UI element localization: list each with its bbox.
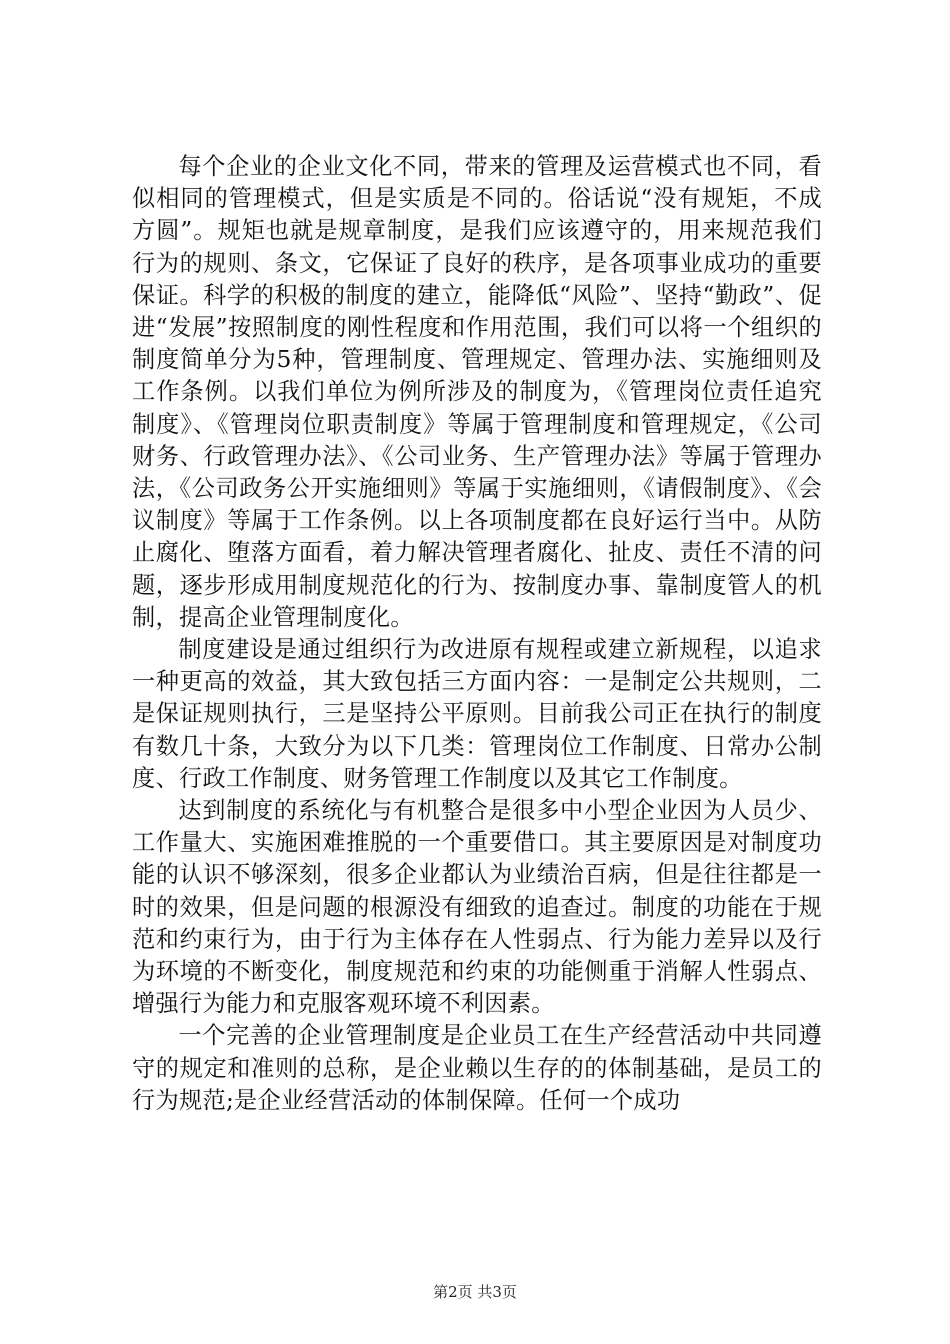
paragraph-4: 一个完善的企业管理制度是企业员工在生产经营活动中共同遵守的规定和准则的总称，是企业赖以生存的的体制基础，是员工的行为规范;是企业经营活动的体制保障。任何一个成功 — [132, 1022, 822, 1114]
paragraph-2: 制度建设是通过组织行为改进原有规程或建立新规程，以追求一种更高的效益，其大致包括三方面内容：一是制定公共规则，二是保证规则执行，三是坚持公平原则。目前我公司正在执行的制度有数几十条，大致分为以下几类：管理岗位工作制度、日常办公制度、行政工作制度、财务管理工作制度以及其它工作制度。 — [132, 636, 822, 792]
page-number-footer: 第2页 共3页 — [433, 1283, 517, 1301]
paragraph-3: 达到制度的系统化与有机整合是很多中小型企业因为人员少、工作量大、实施困难推脱的一个重要借口。其主要原因是对制度功能的认识不够深刻，很多企业都认为业绩治百病，但是往往都是一时的效果，但是问题的根源没有细致的追查过。制度的功能在于规范和约束行为，由于行为主体存在人性弱点、行为能力差异以及行为环境的不断变化，制度规范和约束的功能侧重于消解人性弱点、增强行为能力和克服客观环境不利因素。 — [132, 797, 822, 1018]
body-text — [132, 151, 822, 1117]
paragraph-1: 每个企业的企业文化不同，带来的管理及运营模式也不同，看似相同的管理模式，但是实质是不同的。俗话说“没有规矩，不成方圆”。规矩也就是规章制度，是我们应该遵守的，用来规范我们行为的规则、条文，它保证了良好的秩序，是各项事业成功的重要保证。科学的积极的制度的建立，能降低“风险”、坚持“勤政”、促进“发展”按照制度的刚性程度和作用范围，我们可以将一个组织的制度简单分为5种，管理制度、管理规定、管理办法、实施细则及工作条例。以我们单位为例所涉及的制度为，《管理岗位责任追究制度》、《管理岗位职责制度》等属于管理制度和管理规定，《公司财务、行政管理办法》、《公司业务、生产管理办法》等属于管理办法，《公司政务公开实施细则》等属于实施细则，《请假制度》、《会议制度》等属于工作条例。以上各项制度都在良好运行当中。从防止腐化、堕落方面看，着力解决管理者腐化、扯皮、责任不清的问题，逐步形成用制度规范化的行为、按制度办事、靠制度管人的机制，提高企业管理制度化。 — [132, 153, 822, 631]
